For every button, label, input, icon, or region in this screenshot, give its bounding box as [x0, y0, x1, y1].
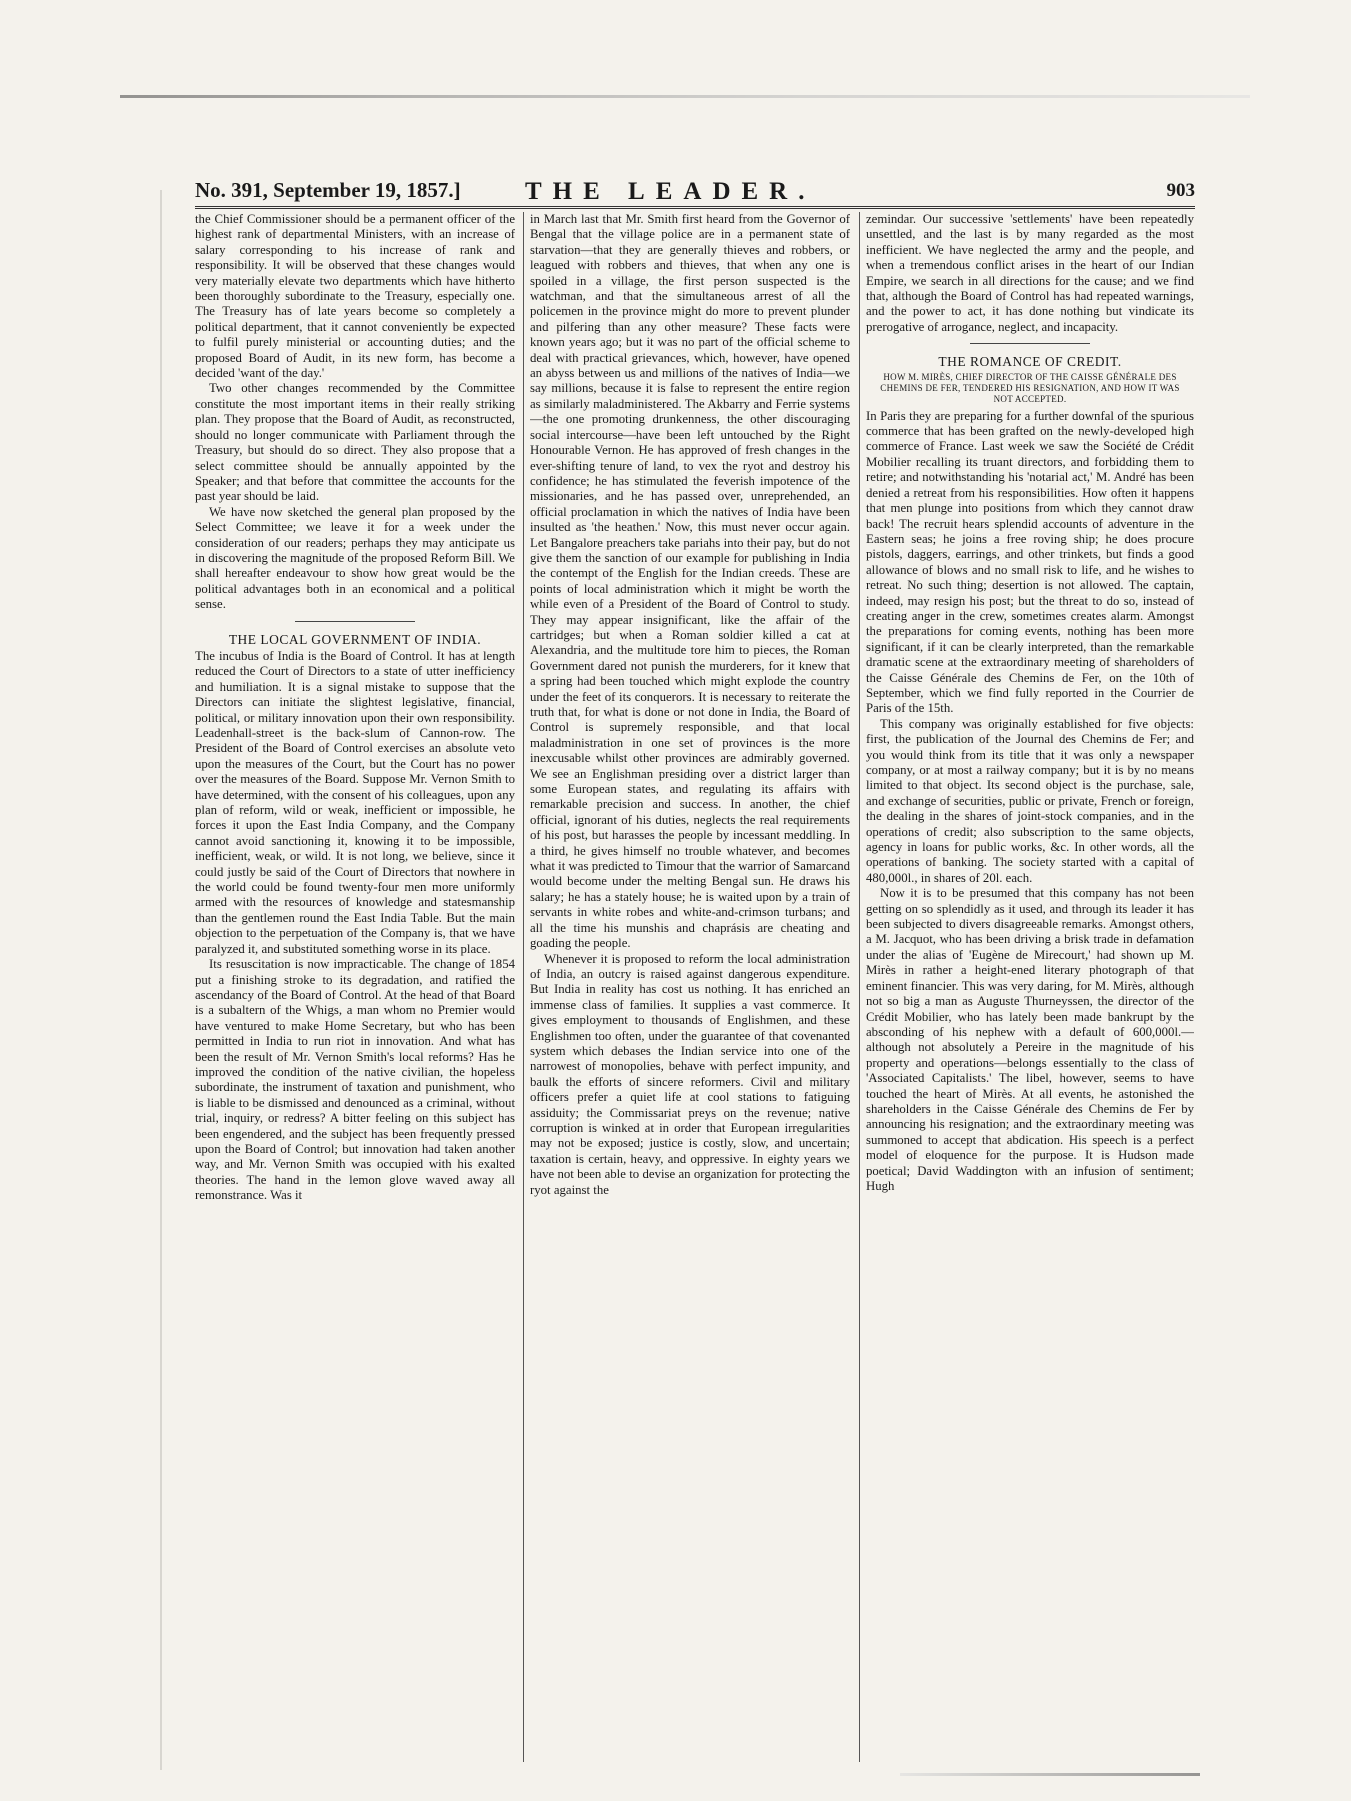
- column-2: [530, 212, 850, 1762]
- newspaper-title: THE LEADER.: [525, 178, 816, 205]
- paragraph: We have now sketched the general plan proposed by the Select Committee; we leave it for a week under the consideration of our readers; perhaps they may anticipate us in discovering the magnitude of the proposed Reform Bill. We shall hereafter endeavour to show how great would be the political advantages both in an economical and a political sense.: [195, 504, 515, 612]
- paragraph: Now it is to be presumed that this company has not been getting on so splendidly as it used, and through its leader it has been subjected to divers disagreeable remarks. Amongst others, a M. Jacquot, who has been driving a brisk trade in defamation under the alias of 'Eugène de Mirecourt,' had shown up M. Mirès in rather a height-ened literary photograph of that eminent financier. This was very daring, for M. Mirès, although not so big a man as Auguste Thurneyssen, the director of the Crédit Mobilier, who has lately been made bankrupt by the absconding of his nephew with a default of 600,000l.—although not absolutely a Pereire in the magnitude of his property and operations—belongs essentially to the class of 'Associated Capitalists.' The libel, however, seems to have touched the heart of Mirès. At all events, he astonished the shareholders in the Caisse Générale des Chemins de Fer by announcing his resignation; and the extraordinary meeting was summoned to accept that abdication. His speech is a perfect model of eloquence for the purpose. It is Hudson made poetical; David Waddington with an infusion of sentiment; Hugh: [866, 886, 1194, 1193]
- column-3: [866, 212, 1194, 1762]
- column-divider: [859, 212, 860, 1762]
- page-gutter-shadow: [160, 190, 162, 1770]
- masthead: [195, 178, 1195, 208]
- article-subtitle: HOW M. MIRÈS, CHIEF DIRECTOR OF THE CAISSE GÉNÉRALE DES CHEMINS DE FER, TENDERED HIS RESIGNATION, AND HOW IT WAS NOT ACCEPTED.: [880, 371, 1180, 404]
- column-1: [195, 212, 515, 1762]
- section-rule: [970, 343, 1090, 344]
- paragraph: Its resuscitation is now impracticable. The change of 1854 put a finishing stroke to its degradation, and ratified the ascendancy of the Board of Control. At the head of that Board is a subaltern of the Whigs, a man whom no Premier would have ventured to make Home Secretary, but who has been permitted in India to run riot in innovation. And what has been the result of Mr. Vernon Smith's local reforms? Has he improved the condition of the native civilian, the hopeless subordinate, the instrument of taxation and punishment, who is liable to be dismissed and denounced as a criminal, without trial, inquiry, or redress? A bitter feeling on this subject has been engendered, and the subject has been frequently pressed upon the Board of Control; but innovation had taken another way, and Mr. Vernon Smith was occupied with his exalted theories. The hand in the lemon glove waved away all remonstrance. Was it: [195, 957, 515, 1203]
- scan-edge-top: [120, 95, 1250, 98]
- scan-edge-bottom: [900, 1773, 1200, 1776]
- column-divider: [523, 212, 524, 1762]
- paragraph: Two other changes recommended by the Committee constitute the most important items in their really striking plan. They propose that the Board of Audit, as reconstructed, should no longer communicate with Parliament through the Treasury, but should do so direct. They also propose that a select committee should be annually appointed by the Speaker; and that before that committee the accounts for the past year should be laid.: [195, 381, 515, 504]
- issue-date: No. 391, September 19, 1857.]: [195, 178, 461, 202]
- page-number: 903: [1166, 180, 1195, 201]
- article-title: THE LOCAL GOVERNMENT OF INDIA.: [228, 631, 482, 647]
- article-title: THE ROMANCE OF CREDIT.: [938, 354, 1122, 370]
- paragraph: This company was originally established for five objects: first, the publication of the Journal des Chemins de Fer; and you would think from its title that it was only a newspaper company, or at most a railway company; but it is by no means limited to that object. Its second object is the purchase, sale, and exchange of securities, public or private, French or foreign, the dealing in the shares of joint-stock companies, and in the operations of credit; also subscription to the same objects, agency in loans for public works, &c. In other words, all the operations of banking. The society started with a capital of 480,000l., in shares of 20l. each.: [866, 716, 1194, 885]
- masthead-rule: [195, 206, 1195, 209]
- paragraph: The incubus of India is the Board of Control. It has at length reduced the Court of Directors to a state of utter inefficiency and humiliation. It is a signal mistake to suppose that the Directors can initiate the slightest legislative, financial, political, or military innovation upon their own responsibility. Leadenhall-street is the back-slum of Cannon-row. The President of the Board of Control exercises an absolute veto upon the measures of the Court, but the Court has no power over the measures of the Board. Suppose Mr. Vernon Smith to have determined, with the consent of his colleagues, upon any plan of reform, wild or weak, inefficient or impossible, he forces it upon the East India Company, and the Company cannot avoid sanctioning it, knowing it to be impossible, inefficient, weak, or wild. It is not long, we believe, since it could justly be said of the Court of Directors that nowhere in the world could be found twenty-four men more uniformly armed with the resources of knowledge and statesmanship than the gentlemen round the East India Table. But the main objection to the perpetuation of the Company is, that we have paralyzed it, and substituted something worse in its place.: [195, 648, 515, 956]
- paragraph: Whenever it is proposed to reform the local administration of India, an outcry is raised against dangerous expenditure. But India in reality has cost us nothing. It has enriched an immense class of families. It supplies a vast commerce. It gives employment to thousands of Englishmen, and these Englishmen too often, under the guarantee of that covenanted system which debases the Indian service into one of the narrowest of monopolies, behave with perfect impunity, and baulk the efforts of sincere reformers. Civil and military officers prefer a quiet life at cool stations to fatiguing assiduity; the Commissariat preys on the revenue; native corruption is winked at in order that European irregularities may not be exposed; justice is costly, slow, and uncertain; taxation is certain, heavy, and oppressive. In eighty years we have not been able to devise an organization for protecting the ryot against the: [530, 951, 850, 1197]
- paragraph: the Chief Commissioner should be a permanent officer of the highest rank of departmental Ministers, with an increase of salary corresponding to his increase of rank and responsibility. It will be observed that these changes would very materially elevate two departments which have hitherto been thoroughly subordinate to the Treasury, especially one. The Treasury has of late years become so completely a political department, that it cannot conveniently be expected to fulfil purely ministerial or accounting duties; and the proposed Board of Audit, in its new form, has become a decided 'want of the day.': [195, 212, 515, 381]
- paragraph: in March last that Mr. Smith first heard from the Governor of Bengal that the village police are in a permanent state of starvation—that they are generally thieves and robbers, or leagued with robbers and thieves, that when any one is spoiled in a village, the first person suspected is the watchman, and that the simultaneous arrest of all the policemen in the province might do more to prevent plunder and pilfering than any other measure? These facts were known years ago; but it was no part of the official scheme to deal with practical grievances, which, however, have opened an abyss between us and millions of the natives of India—we say millions, because it is false to represent the entire region as similarly maladministered. The Akbarry and Ferrie systems—the one promoting drunkenness, the other discouraging social intercourse—have been left untouched by the Right Honourable Vernon. He has approved of fresh changes in the ever-shifting tenure of land, to vex the ryot and destroy his confidence; he has stimulated the feverish impotence of the missionaries, and he has passed over, unreprehended, an official proclamation in which the natives of India have been insulted as 'the heathen.' Now, this must never occur again. Let Bangalore preachers take pariahs into their pay, but do not give them the sanction of our example for publishing in India the contempt of the English for the Indian creeds. These are points of local administration which it might be worth the while even of a President of the Board of Control to study. They may appear insignificant, like the affair of the cartridges; but when a Roman soldier killed a cat at Alexandria, and the multitude tore him to pieces, the Roman Government dared not punish the murderers, for it knew that a spring had been touched which might explode the country under the feet of its conquerors. It is necessary to reiterate the truth that, for what is done or not done in India, the Board of Control is supremely responsible, and that local maladministration in one set of provinces is the more inexcusable whilst other provinces are admirably governed. We see an Englishman presiding over a district larger than some European states, and regulating its affairs with remarkable precision and success. In another, the chief official, ignorant of his duties, neglects the real requirements of his post, but harasses the people by incessant meddling. In a third, he gives himself no trouble whatever, and becomes what it was predicted to Timour that the warrior of Samarcand would become under the melting Bengal sun. He draws his salary; he has a stately house; he is waited upon by a train of servants in white robes and white-and-crimson turbans; and all the time his munshis and chaprásis are cheating and goading the people.: [530, 212, 850, 951]
- section-rule: [295, 621, 415, 622]
- paragraph: In Paris they are preparing for a further downfal of the spurious commerce that has been grafted on the newly-developed high commerce of France. Last week we saw the Société de Crédit Mobilier recalling its truant directors, and forbidding them to retire; and notwithstanding his 'notarial act,' M. André has been denied a retreat from his responsibilities. How often it happens that men plunge into positions from which they cannot draw back! The recruit hears splendid accounts of adventure in the Eastern seas; he joins a free roving ship; he does procure pistols, daggers, earrings, and other trinkets, but finds a good allowance of blows and no small risk to life, and he wishes to retreat. No such thing; desertion is not allowed. The captain, indeed, may resign his post; but the threat to do so, instead of creating anger in the crew, sometimes creates alarm. Amongst the preparations for coming events, nothing has been more significant, if it can be clearly interpreted, than the remarkable dramatic scene at the extraordinary meeting of shareholders of the Caisse Générale des Chemins de Fer, on the 10th of September, which we find fully reported in the Courrier de Paris of the 15th.: [866, 408, 1194, 716]
- paragraph: zemindar. Our successive 'settlements' have been repeatedly unsettled, and the last is by many regarded as the most inefficient. We have neglected the army and the people, and when a tremendous conflict arises in the heart of our Indian Empire, we search in all directions for the cause; and we find that, although the Board of Control has had repeated warnings, and the power to act, it has done nothing but vindicate its prerogative of arrogance, neglect, and incapacity.: [866, 212, 1194, 334]
